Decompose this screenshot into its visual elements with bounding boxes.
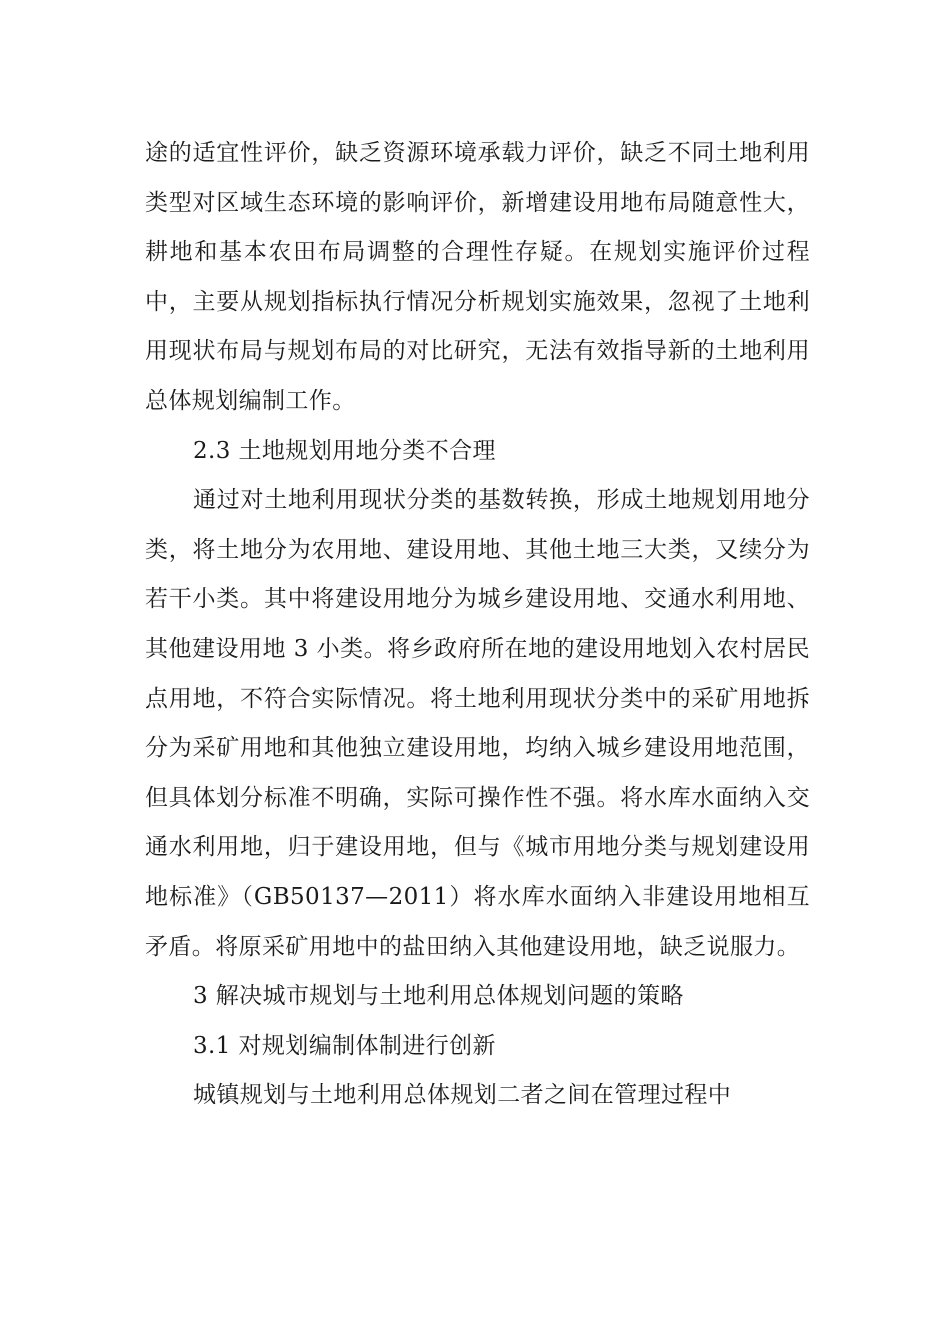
paragraph-2-3: 通过对土地利用现状分类的基数转换，形成土地规划用地分类，将土地分为农用地、建设用地、其他土地三大类，又续分为若干小类。其中将建设用地分为城乡建设用地、交通水利用地、其他建设用地 3 小类。将乡政府所在地的建设用地划入农村居民点用地，不符合实际情况。将土地利用现状分类中的采矿用地拆分为采矿用地和其他独立建设用地，均纳入城乡建设用地范围，但具体划分标准不明确，实际可操作性不强。将水库水面纳入交通水利用地，归于建设用地，但与《城市用地分类与规划建设用地标准》（GB50137—2011）将水库水面纳入非建设用地相互矛盾。将原采矿用地中的盐田纳入其他建设用地，缺乏说服力。 — [145, 487, 810, 960]
section-heading-3: 3 解决城市规划与土地利用总体规划问题的策略 — [193, 983, 684, 1010]
paragraph-3-1: 城镇规划与土地利用总体规划二者之间在管理过程中 — [193, 1082, 732, 1109]
document-page — [145, 129, 810, 1121]
section-heading-2-3: 2.3 土地规划用地分类不合理 — [193, 437, 496, 464]
paragraph-continued: 途的适宜性评价，缺乏资源环境承载力评价，缺乏不同土地利用类型对区域生态环境的影响评价，新增建设用地布局随意性大，耕地和基本农田布局调整的合理性存疑。在规划实施评价过程中，主要从规划指标执行情况分析规划实施效果，忽视了土地利用现状布局与规划布局的对比研究，无法有效指导新的土地利用总体规划编制工作。 — [145, 140, 810, 414]
section-heading-3-1: 3.1 对规划编制体制进行创新 — [193, 1032, 496, 1059]
